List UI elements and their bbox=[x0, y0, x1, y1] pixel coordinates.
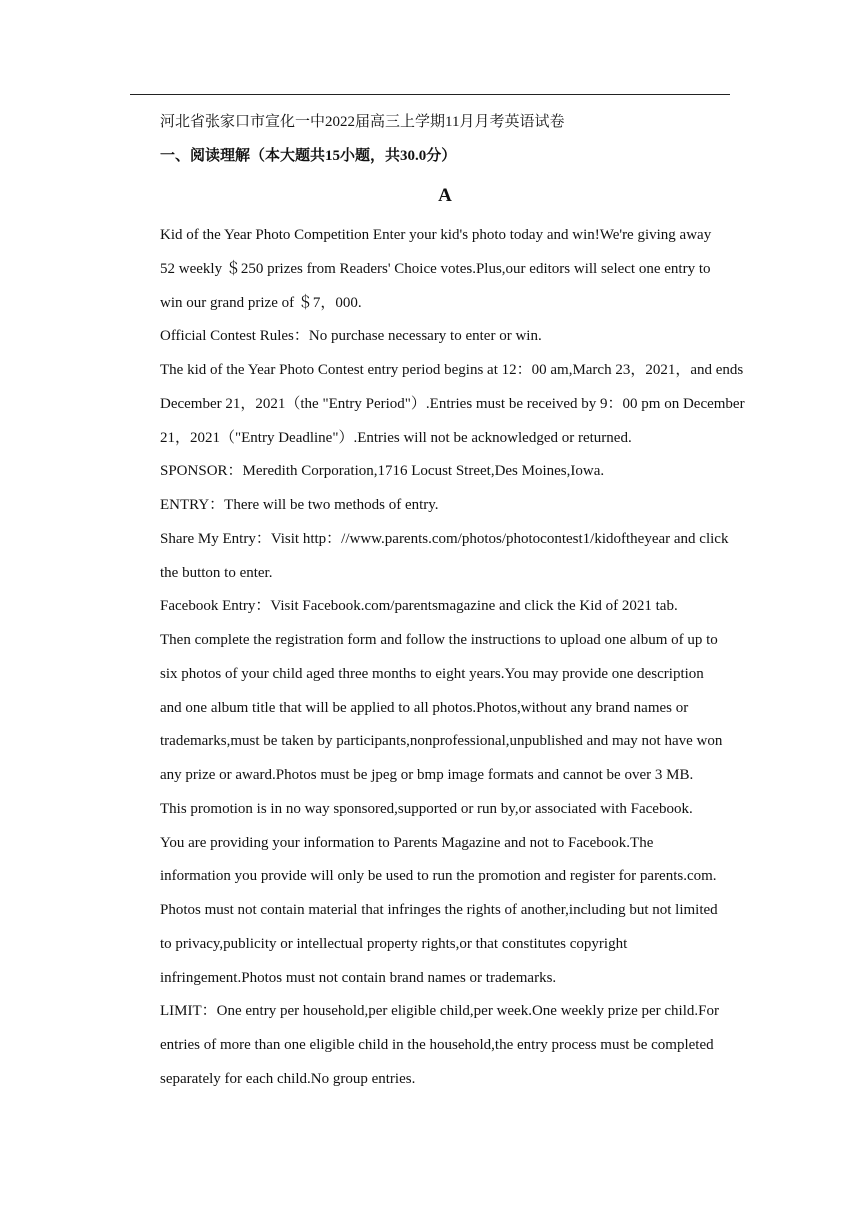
passage-line: trademarks,must be taken by participants,nonprofessional,unpublished and may not have won bbox=[160, 733, 723, 750]
document-title: 河北省张家口市宣化一中2022届高三上学期11月月考英语试卷 bbox=[160, 114, 565, 130]
passage-body bbox=[160, 221, 745, 1099]
passage-line: You are providing your information to Parents Magazine and not to Facebook.The bbox=[160, 834, 654, 851]
passage-line: Share My Entry：Visit http：//www.parents.com/photos/photocontest1/kidoftheyear and click bbox=[160, 530, 729, 547]
passage-letter: A bbox=[438, 185, 452, 206]
passage-line: 21，2021（"Entry Deadline"）.Entries will not be acknowledged or returned. bbox=[160, 429, 632, 446]
passage-line: December 21，2021（the "Entry Period"）.Entries must be received by 9：00 pm on December bbox=[160, 395, 745, 412]
passage-line: any prize or award.Photos must be jpeg or bmp image formats and cannot be over 3 MB. bbox=[160, 767, 694, 783]
passage-line: 52 weekly ＄250 prizes from Readers' Choice votes.Plus,our editors will select one entry to bbox=[160, 260, 711, 277]
passage-line: The kid of the Year Photo Contest entry period begins at 12：00 am,March 23，2021，and ends bbox=[160, 362, 744, 378]
passage-line: infringement.Photos must not contain brand names or trademarks. bbox=[160, 969, 557, 986]
passage-line: This promotion is in no way sponsored,supported or run by,or associated with Facebook. bbox=[160, 800, 693, 817]
passage-line: Facebook Entry：Visit Facebook.com/parentsmagazine and click the Kid of 2021 tab. bbox=[160, 598, 678, 615]
passage-line: six photos of your child aged three months to eight years.You may provide one description bbox=[160, 665, 704, 682]
passage-line: to privacy,publicity or intellectual property rights,or that constitutes copyright bbox=[160, 935, 628, 952]
passage-line: SPONSOR：Meredith Corporation,1716 Locust Street,Des Moines,Iowa. bbox=[160, 463, 605, 480]
passage-line: Kid of the Year Photo Competition Enter your kid's photo today and win!We're giving away bbox=[160, 227, 712, 243]
passage-line: ENTRY：There will be two methods of entry. bbox=[160, 497, 439, 513]
header-divider bbox=[130, 94, 730, 95]
passage-line: Then complete the registration form and follow the instructions to upload one album of up to bbox=[160, 632, 718, 648]
passage-line: the button to enter. bbox=[160, 564, 273, 581]
passage-line: Official Contest Rules：No purchase necessary to enter or win. bbox=[160, 328, 542, 345]
passage-line: and one album title that will be applied to all photos.Photos,without any brand names or bbox=[160, 699, 689, 716]
passage-line: entries of more than one eligible child in the household,the entry process must be completed bbox=[160, 1037, 714, 1053]
passage-line: information you provide will only be used to run the promotion and register for parents.com. bbox=[160, 868, 717, 885]
section-heading: 一、阅读理解（本大题共15小题，共30.0分） bbox=[160, 148, 457, 164]
passage-line: Photos must not contain material that infringes the rights of another,including but not limited bbox=[160, 902, 718, 918]
passage-line: separately for each child.No group entries. bbox=[160, 1070, 416, 1087]
passage-line: win our grand prize of ＄7，000. bbox=[160, 294, 362, 311]
passage-line: LIMIT：One entry per household,per eligible child,per week.One weekly prize per child.For bbox=[160, 1003, 719, 1020]
